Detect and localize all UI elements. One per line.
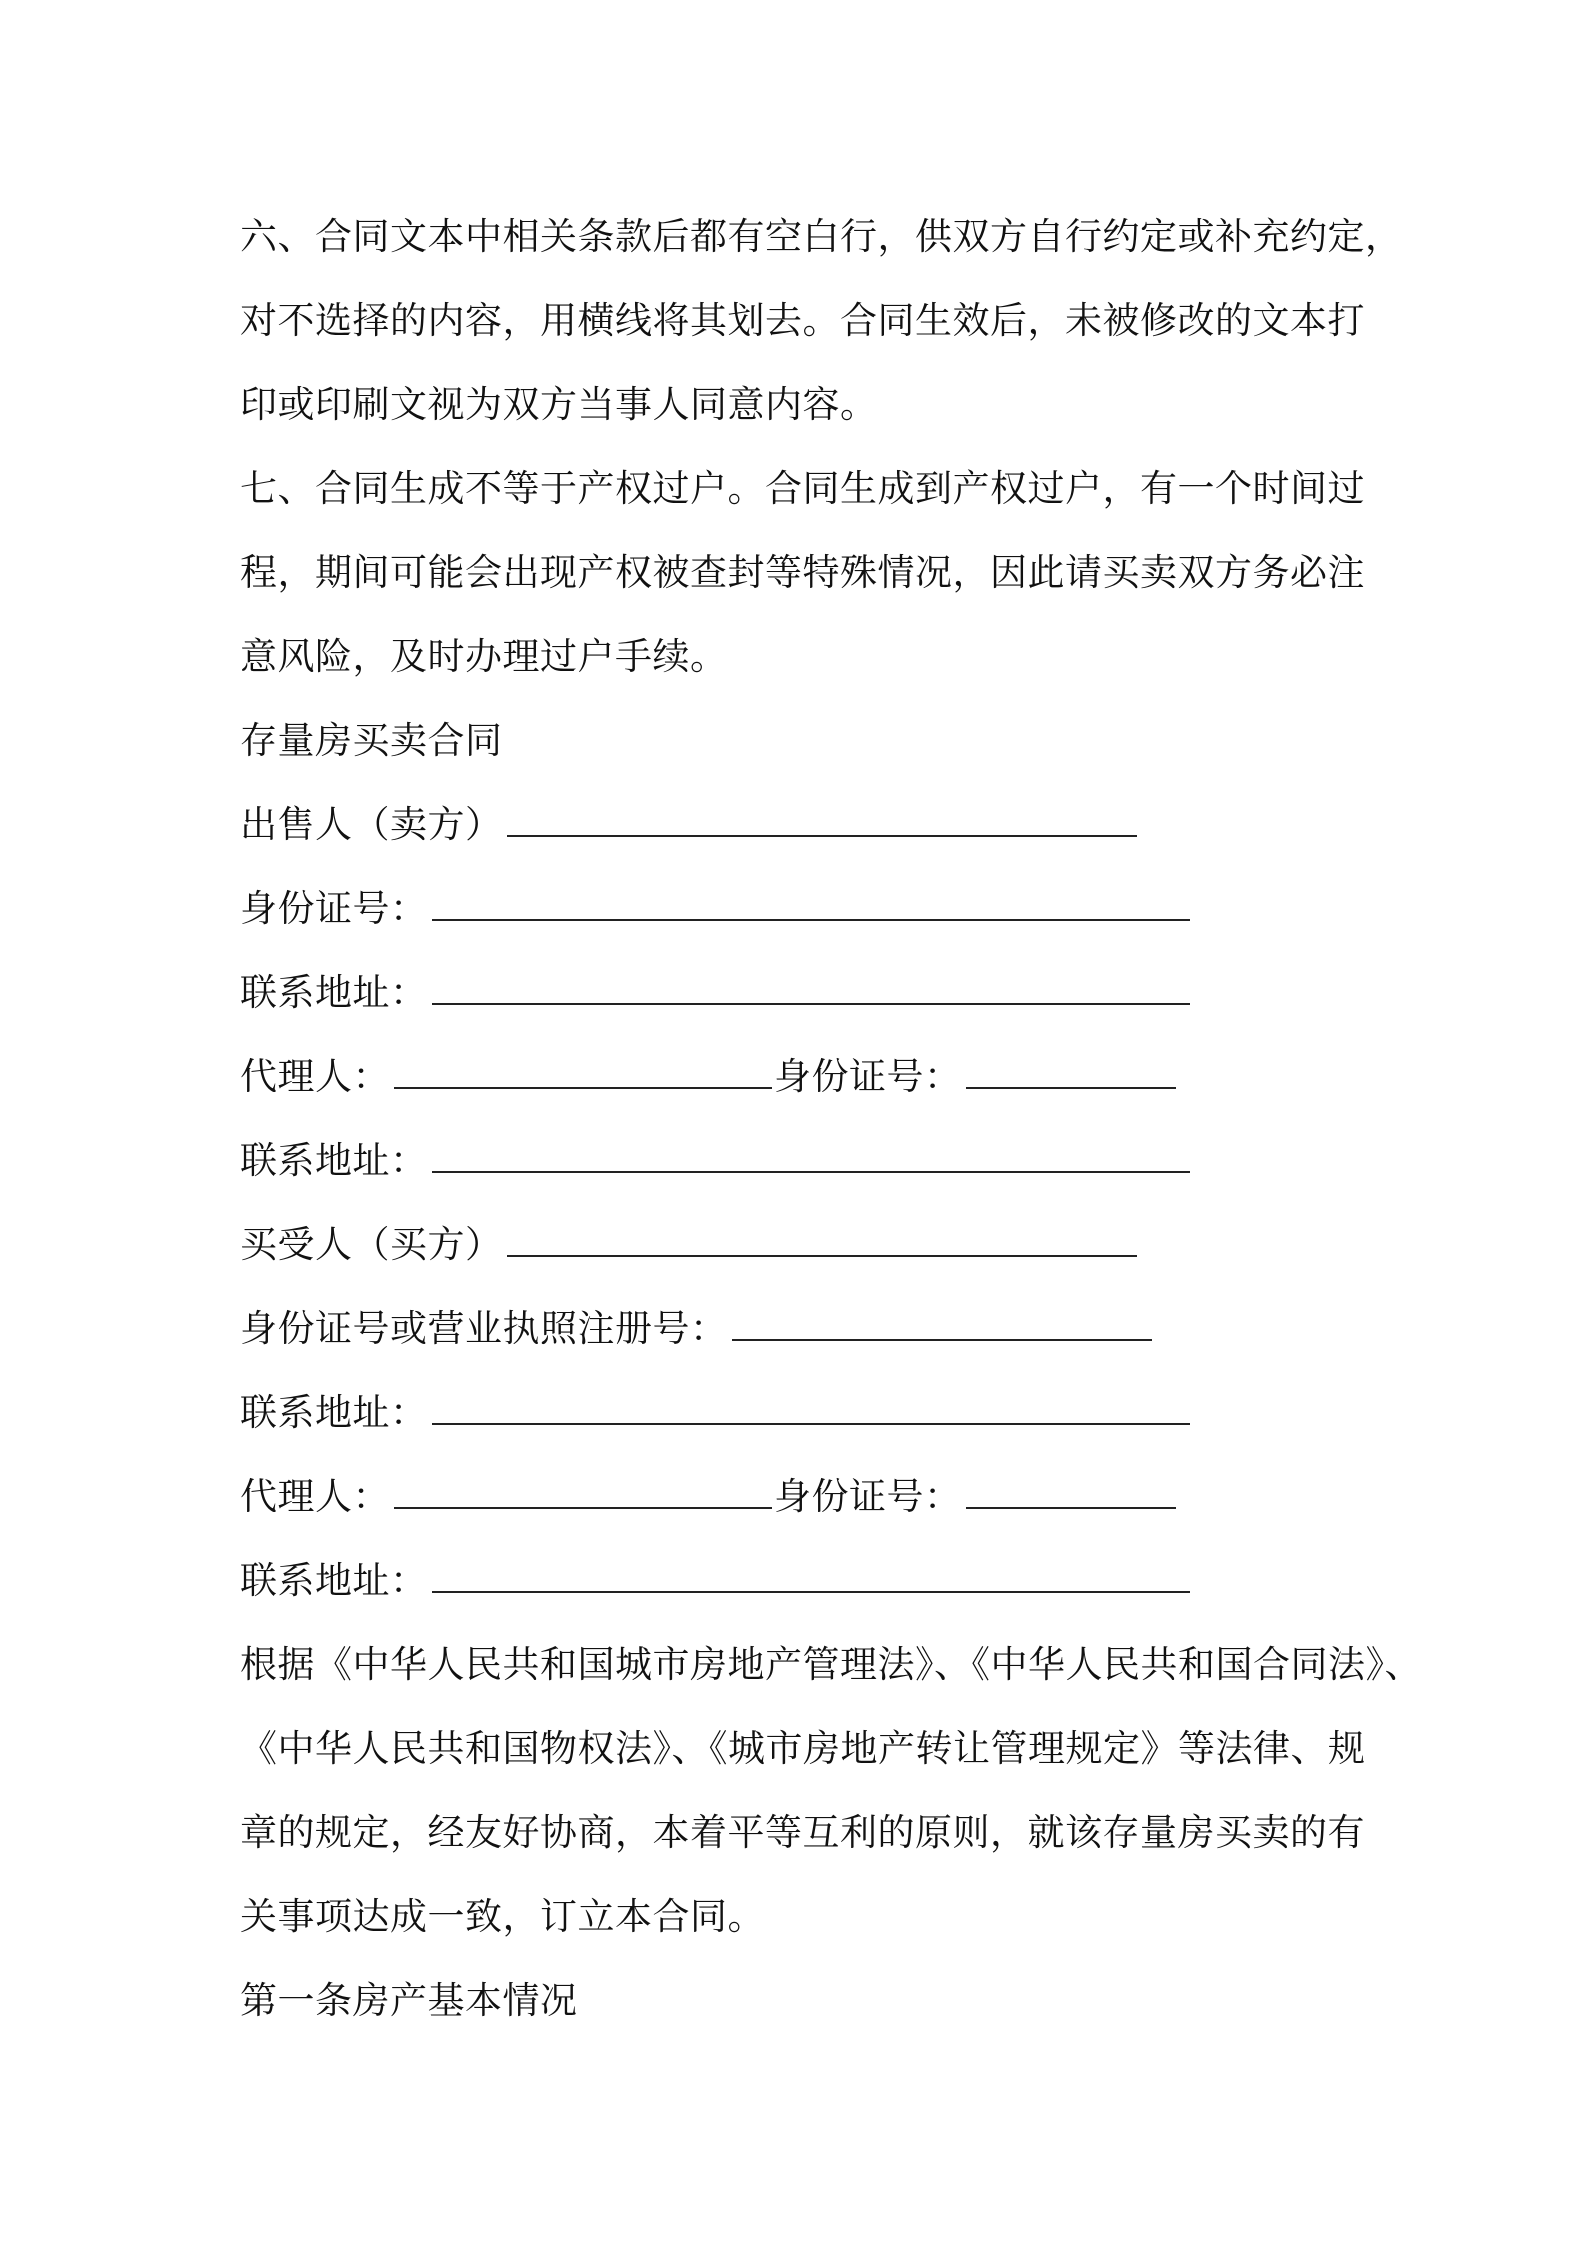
seller-agent-address-field[interactable] — [432, 1141, 1190, 1173]
seller-address-row — [240, 951, 1360, 1035]
seller-name-field[interactable] — [507, 805, 1137, 837]
buyer-row — [240, 1203, 1360, 1287]
seller-agent-label: 代理人： — [240, 1055, 390, 1098]
seller-label: 出售人（卖方） — [240, 803, 503, 846]
buyer-id-row — [240, 1287, 1360, 1371]
seller-agent-address-label: 联系地址： — [240, 1139, 428, 1182]
buyer-label: 买受人（买方） — [240, 1223, 503, 1266]
buyer-name-field[interactable] — [507, 1225, 1137, 1257]
seller-agent-address-row — [240, 1119, 1360, 1203]
seller-id-field[interactable] — [432, 889, 1190, 921]
para-6-line-2: 对不选择的内容，用横线将其划去。合同生效后，未被修改的文本打 — [240, 299, 1365, 342]
buyer-agent-id-field[interactable] — [966, 1477, 1176, 1509]
basis-line-1: 根据《中华人民共和国城市房地产管理法》、《中华人民共和国合同法》、 — [240, 1643, 1422, 1686]
document-body — [240, 195, 1422, 2043]
buyer-id-label: 身份证号或营业执照注册号： — [240, 1307, 728, 1350]
seller-agent-id-field[interactable] — [966, 1057, 1176, 1089]
buyer-address-row — [240, 1371, 1360, 1455]
buyer-agent-row — [240, 1455, 1360, 1539]
contract-title: 存量房买卖合同 — [240, 719, 503, 762]
seller-address-label: 联系地址： — [240, 971, 428, 1014]
seller-id-row — [240, 867, 1360, 951]
seller-row — [240, 783, 1360, 867]
buyer-agent-address-label: 联系地址： — [240, 1559, 428, 1602]
para-7-line-1: 七、合同生成不等于产权过户。合同生成到产权过户，有一个时间过 — [240, 467, 1365, 510]
seller-id-label: 身份证号： — [240, 887, 428, 930]
seller-address-field[interactable] — [432, 973, 1190, 1005]
buyer-agent-field[interactable] — [394, 1477, 772, 1509]
seller-agent-field[interactable] — [394, 1057, 772, 1089]
buyer-agent-address-row — [240, 1539, 1360, 1623]
para-6-line-1: 六、合同文本中相关条款后都有空白行，供双方自行约定或补充约定， — [240, 215, 1403, 258]
buyer-agent-address-field[interactable] — [432, 1561, 1190, 1593]
para-6-line-3: 印或印刷文视为双方当事人同意内容。 — [240, 383, 878, 426]
article-1-title: 第一条房产基本情况 — [240, 1979, 578, 2022]
para-7-line-2: 程，期间可能会出现产权被查封等特殊情况，因此请买卖双方务必注 — [240, 551, 1365, 594]
basis-line-3: 章的规定，经友好协商，本着平等互利的原则，就该存量房买卖的有 — [240, 1811, 1365, 1854]
seller-agent-id-label: 身份证号： — [774, 1055, 962, 1098]
buyer-agent-id-label: 身份证号： — [774, 1475, 962, 1518]
basis-line-4: 关事项达成一致，订立本合同。 — [240, 1895, 765, 1938]
para-7-line-3: 意风险，及时办理过户手续。 — [240, 635, 728, 678]
buyer-address-field[interactable] — [432, 1393, 1190, 1425]
buyer-agent-label: 代理人： — [240, 1475, 390, 1518]
buyer-address-label: 联系地址： — [240, 1391, 428, 1434]
buyer-id-field[interactable] — [732, 1309, 1152, 1341]
basis-line-2: 《中华人民共和国物权法》、《城市房地产转让管理规定》等法律、规 — [240, 1727, 1366, 1770]
seller-agent-row — [240, 1035, 1360, 1119]
